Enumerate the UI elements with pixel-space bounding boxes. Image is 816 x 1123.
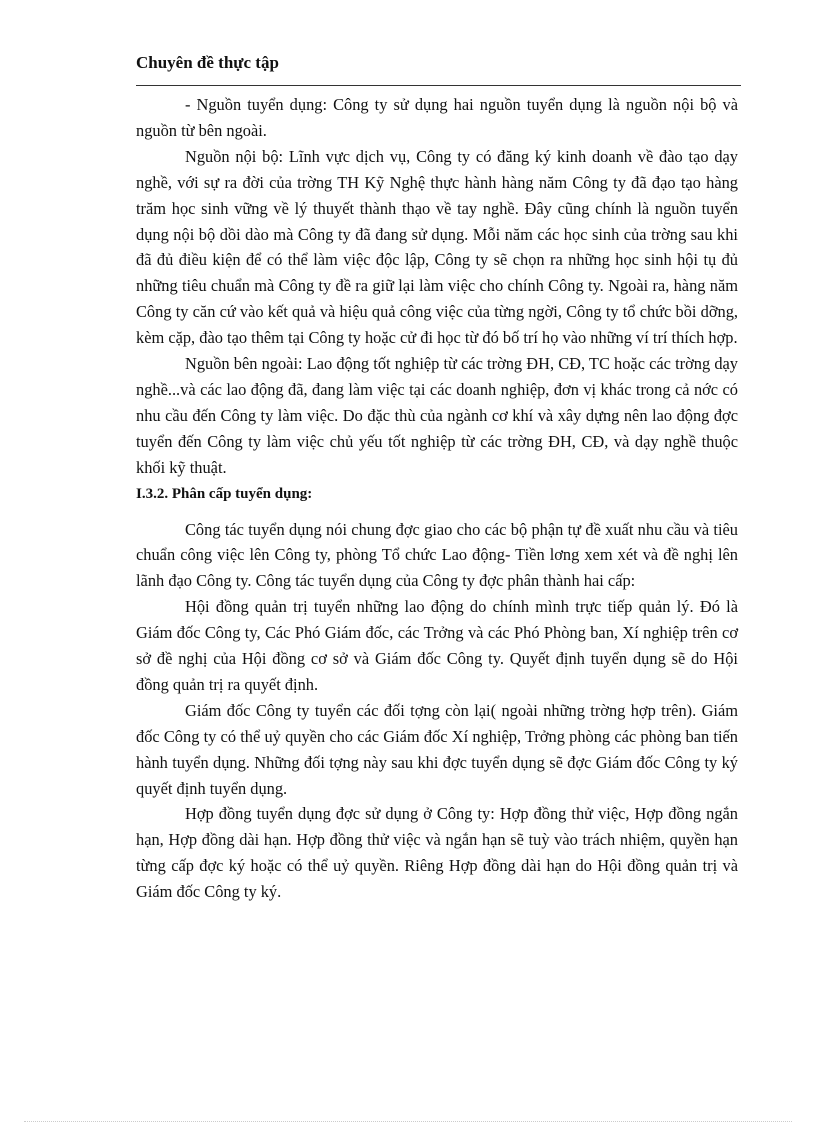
document-body	[136, 92, 738, 905]
page-header-title: Chuyên đề thực tập	[136, 53, 279, 72]
paragraph-recruitment-sources: - Nguồn tuyển dụng: Công ty sử dụng hai nguồn tuyển dụng là nguồn nội bộ và nguồn từ bên ngoài.	[136, 95, 738, 140]
paragraph-external-source: Nguồn bên ngoài: Lao động tốt nghiệp từ các trờng ĐH, CĐ, TC hoặc các trờng dạy nghề...và các lao động đã, đang làm việc tại các doanh nghiệp, đơn vị khác trong cả nớc có nhu cầu đến Công ty làm việc. Do đặc thù của ngành cơ khí và xây dựng nên lao động đợc tuyển đến Công ty làm việc chủ yếu tốt nghiệp từ các trờng ĐH, CĐ, và dạy nghề thuộc khối kỹ thuật.	[136, 354, 738, 477]
page-bottom-edge	[24, 1121, 792, 1122]
section-heading: I.3.2. Phân cấp tuyển dụng:	[136, 485, 313, 502]
paragraph-director-recruitment: Giám đốc Công ty tuyển các đối tợng còn lại( ngoài những trờng hợp trên). Giám đốc Công ty có thể uỷ quyền cho các Giám đốc Xí nghiệp, Trởng phòng các phòng ban tiến hành tuyển dụng. Những đối tợng này sau khi đợc tuyển dụng sẽ đợc Giám đốc Công ty ký quyết định tuyển dụng.	[136, 700, 738, 798]
paragraph-internal-source: Nguồn nội bộ: Lĩnh vực dịch vụ, Công ty có đăng ký kinh doanh về đào tạo dạy nghề, với sự ra đời của trờng TH Kỹ Nghệ thực hành hàng năm Công ty đã đạo tạo hàng trăm học sinh vững về lý thuyết thành thạo về tay nghề. Đây cũng chính là nguồn tuyển dụng nội bộ dồi dào mà Công ty đã đang sử dụng. Mỗi năm các học sinh của trờng sau khi đã đủ điều kiện để có thể làm việc độc lập, Công ty sẽ chọn ra những học sinh hội tụ đủ những tiêu chuẩn mà Công ty đề ra giữ lại làm việc cho chính Công ty. Ngoài ra, hàng năm Công ty căn cứ vào kết quả và hiệu quả công việc của từng ngời, Công ty tổ chức bồi dỡng, kèm cặp, đào tạo thêm tại Công ty hoặc cử đi học từ đó bố trí họ vào những ví trí thích hợp.	[136, 146, 738, 348]
paragraph-contract-types: Hợp đồng tuyển dụng đợc sử dụng ở Công ty: Hợp đồng thử việc, Hợp đồng ngắn hạn, Hợp đồng dài hạn. Hợp đồng thử việc và ngắn hạn sẽ tuỳ vào trách nhiệm, quyền hạn từng cấp đợc ký hoặc có thể uỷ quyền. Riêng Hợp đồng dài hạn do Hội đồng quản trị và Giám đốc Công ty ký.	[136, 804, 738, 902]
paragraph-board-recruitment: Hội đồng quản trị tuyển những lao động do chính mình trực tiếp quản lý. Đó là Giám đốc Công ty, Các Phó Giám đốc, các Trởng và các Phó Phòng ban, Xí nghiệp trên cơ sở đề nghị của Hội đồng cơ sở và Giám đốc Công ty. Quyết định tuyển dụng sẽ do Hội đồng quản trị ra quyết định.	[136, 597, 738, 694]
header-divider	[136, 85, 741, 86]
paragraph-recruitment-work: Công tác tuyển dụng nói chung đợc giao cho các bộ phận tự đề xuất nhu cầu và tiêu chuẩn công việc lên Công ty, phòng Tổ chức Lao động- Tiền lơng xem xét và đề nghị lên lãnh đạo Công ty. Công tác tuyển dụng của Công ty đợc phân thành hai cấp:	[136, 519, 738, 591]
